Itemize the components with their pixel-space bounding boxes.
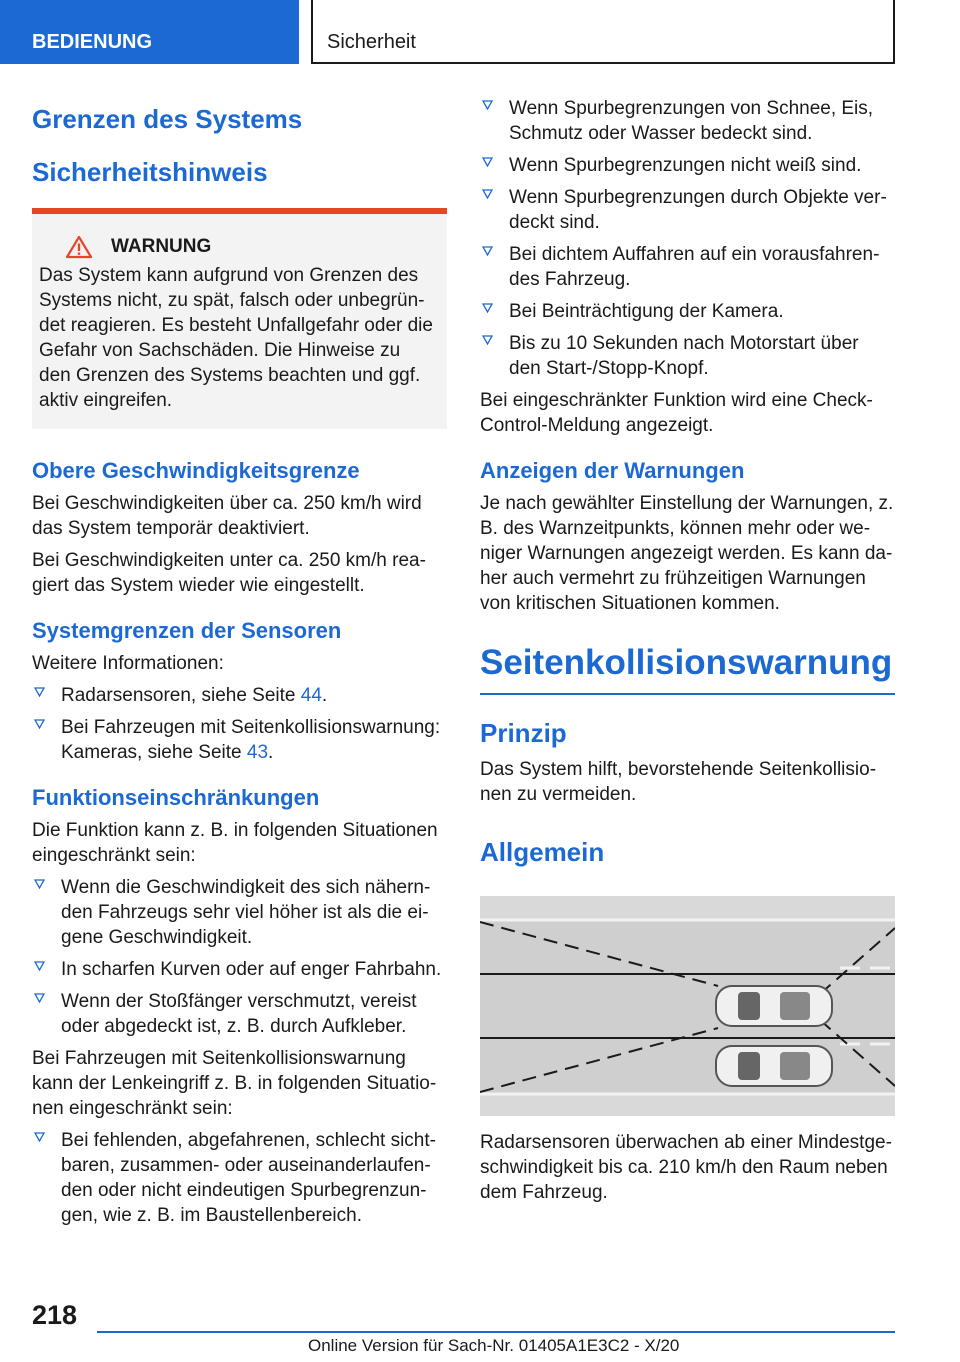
triangle-bullet-icon [482, 100, 493, 110]
list-item: Bei Beinträchtigung der Kamera. [480, 299, 895, 324]
heading-safety-note: Sicherheitshinweis [32, 157, 268, 187]
speed-paragraph-1: Bei Geschwindigkeiten über ca. 250 km/h wird das System temporär deaktiviert. [32, 493, 422, 539]
right-column [480, 96, 895, 1212]
sensor-list [32, 683, 447, 765]
triangle-bullet-icon [34, 993, 45, 1003]
list-item: Wenn Spurbegrenzungen von Schnee, Eis, Schmutz oder Wasser bedeckt sind. [480, 96, 895, 146]
heading-sensor-limits: Systemgrenzen der Sensoren [32, 618, 342, 643]
heading-speed-limit: Obere Geschwindigkeitsgrenze [32, 458, 360, 483]
triangle-bullet-icon [34, 719, 45, 729]
warning-label: WARNUNG [111, 236, 212, 257]
triangle-bullet-icon [482, 246, 493, 256]
warning-header [39, 234, 437, 260]
car-icon [716, 1046, 832, 1086]
warning-triangle-icon [65, 235, 93, 259]
list-item: Radarsensoren, siehe Seite 44. [32, 683, 447, 708]
display-paragraph: Je nach gewählter Einstellung der Warnungen, z. B. des Warnzeitpunkts, können mehr oder weniger Warnungen angezeigt werden. Es kann daher auch vermehrt zu frühzeitigen Warnungen von kritischen Situationen kommen. [480, 493, 894, 614]
radar-diagram [480, 896, 895, 1116]
steering-intro: Bei Fahrzeugen mit Seitenkollisionswarnung kann der Lenkeingriff z. B. in folgenden Situationen eingeschränkt sein: [32, 1048, 437, 1119]
steering-list-right [480, 96, 895, 381]
triangle-bullet-icon [34, 879, 45, 889]
triangle-bullet-icon [482, 189, 493, 199]
page-reference-link[interactable]: 44 [300, 685, 322, 706]
heading-general: Allgemein [480, 837, 605, 867]
heading-side-collision-warning: Seitenkollisionswarnung [480, 637, 895, 695]
list-item: Wenn die Geschwindigkeit des sich nähernden Fahrzeugs sehr viel höher ist als die eigene Geschwindigkeit. [32, 875, 447, 950]
sensors-intro: Weitere Informationen: [32, 653, 224, 674]
online-version-note: Online Version für Sach-Nr. 01405A1E3C2 - X/20 [308, 1336, 680, 1355]
heading-system-limits: Grenzen des Systems [32, 104, 303, 134]
triangle-bullet-icon [34, 687, 45, 697]
warning-box [32, 208, 447, 429]
general-paragraph: Radarsensoren überwachen ab einer Mindestgeschwindigkeit bis ca. 210 km/h den Raum neben dem Fahrzeug. [480, 1132, 892, 1203]
speed-paragraph-2: Bei Geschwindigkeiten unter ca. 250 km/h reagiert das System wieder wie eingestellt. [32, 550, 426, 596]
footer-divider [97, 1331, 895, 1333]
list-item: Wenn Spurbegrenzungen nicht weiß sind. [480, 153, 895, 178]
steering-list-left [32, 1128, 447, 1228]
triangle-bullet-icon [482, 157, 493, 167]
list-item: Wenn der Stoßfänger verschmutzt, vereist oder abgedeckt ist, z. B. durch Aufkleber. [32, 989, 447, 1039]
car-icon [716, 986, 832, 1026]
list-item: Bis zu 10 Sekunden nach Motorstart über den Start-/Stopp-Knopf. [480, 331, 895, 381]
list-item: Bei fehlenden, abgefahrenen, schlecht sichtbaren, zusammen- oder auseinanderlaufenden oder nicht eindeutigen Spurbegrenzungen, wie z. B. im Baustellenbereich. [32, 1128, 447, 1228]
warning-text: Das System kann aufgrund von Grenzen des Systems nicht, zu spät, falsch oder unbegründet reagieren. Es besteht Unfallgefahr oder die Gefahr von Sachschäden. Die Hinweise zu den Grenzen des Systems beachten und ggf. aktiv eingreifen. [39, 265, 433, 411]
page-number: 218 [32, 1300, 78, 1330]
page-reference-link[interactable]: 43 [246, 742, 269, 763]
triangle-bullet-icon [482, 335, 493, 345]
triangle-bullet-icon [34, 1132, 45, 1142]
list-item: In scharfen Kurven oder auf enger Fahrbahn. [32, 957, 447, 982]
list-item: Wenn Spurbegrenzungen durch Objekte verdeckt sind. [480, 185, 895, 235]
heading-principle: Prinzip [480, 718, 567, 748]
triangle-bullet-icon [34, 961, 45, 971]
list-item: Bei Fahrzeugen mit Seitenkollisionswarnung: Kameras, siehe Seite 43. [32, 715, 447, 765]
restrictions-intro: Die Funktion kann z. B. in folgenden Situationen eingeschränkt sein: [32, 820, 438, 866]
radar-illustration [480, 896, 895, 1116]
triangle-bullet-icon [482, 303, 493, 313]
principle-paragraph: Das System hilft, bevorstehende Seitenkollisionen zu vermeiden. [480, 759, 877, 805]
chapter-tab [0, 0, 299, 64]
check-control-paragraph: Bei eingeschränkter Funktion wird eine Check-Control-Meldung angezeigt. [480, 390, 873, 436]
heading-restrictions: Funktionseinschränkungen [32, 785, 320, 810]
heading-display-warnings: Anzeigen der Warnungen [480, 458, 745, 483]
section-header [311, 0, 895, 64]
restriction-list [32, 875, 447, 1039]
section-label: Sicherheit [327, 31, 416, 53]
list-item: Bei dichtem Auffahren auf ein vorausfahrendes Fahrzeug. [480, 242, 895, 292]
left-column [32, 96, 447, 1235]
chapter-label: BEDIENUNG [32, 31, 153, 53]
